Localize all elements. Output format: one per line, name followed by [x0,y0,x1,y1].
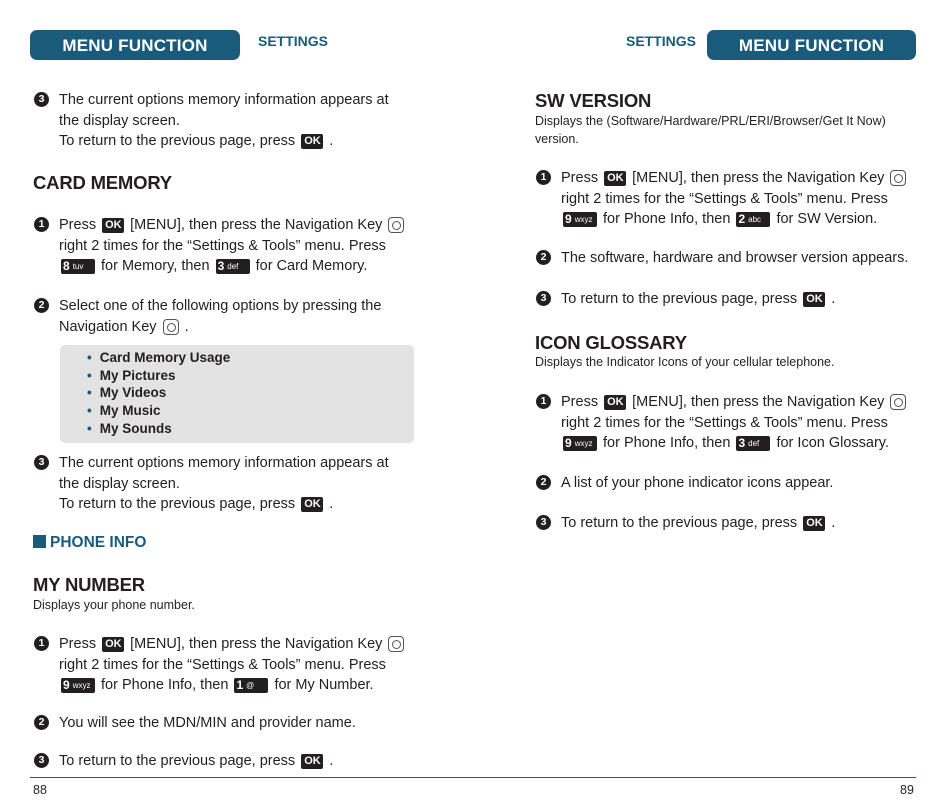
card-memory-heading: CARD MEMORY [33,172,172,193]
card-memory-step-3: 3 The current options memory information appears at the display screen. To return to the previous page, press OK . [59,453,389,515]
my-number-heading: MY NUMBER [33,574,145,595]
page-number: 88 [33,783,47,797]
option-item: • My Pictures [87,367,414,385]
ok-key-icon: OK [102,218,124,233]
my-number-step-2: 2 You will see the MDN/MIN and provider name. [59,713,356,734]
menu-function-tab: MENU FUNCTION [30,30,240,60]
option-item: • My Music [87,402,414,420]
ok-key-icon: OK [301,134,323,149]
ok-key-icon: OK [803,292,825,307]
option-item: • My Videos [87,384,414,402]
sw-version-desc: Displays the (Software/Hardware/PRL/ERI/Browser/Get It Now) version. [535,114,886,146]
sw-version-step-1: 1 Press OK [MENU], then press the Navigation Key right 2 times for the “Settings & Tools” menu. Press 9 $^{wxyz}$ for Phone Info, then 2 $^{abc}$ for SW Version. [561,168,908,230]
card-memory-step-2: 2 Select one of the following options by pressing the Navigation Key . [59,296,381,337]
navigation-key-icon [890,394,906,410]
sw-version-step-2: 2 The software, hardware and browser version appears. [561,248,908,269]
icon-glossary-desc: Displays the Indicator Icons of your cellular telephone. [535,355,835,369]
key-9-icon: 9 $^{wxyz}$ [563,436,597,451]
right-page [475,0,950,812]
key-3-icon: 3 $^{def}$ [736,436,770,451]
options-box [60,345,414,443]
step-number: 3 [34,92,49,107]
navigation-key-icon [890,170,906,186]
key-3-icon: 3 $^{def}$ [216,259,250,274]
sw-version-step-3: 3 To return to the previous page, press OK . [561,289,835,310]
section-label: SETTINGS [626,33,697,49]
phone-info-heading: PHONE INFO [33,534,146,552]
key-8-icon: 8 $^{tuv}$ [61,259,95,274]
icon-glossary-heading: ICON GLOSSARY [535,332,687,353]
square-bullet-icon [33,535,46,548]
page-number: 89 [900,783,914,797]
ok-key-icon: OK [301,497,323,512]
my-number-desc: Displays your phone number. [33,598,195,612]
icon-glossary-step-2: 2 A list of your phone indicator icons appear. [561,473,833,494]
section-label: SETTINGS [258,33,329,49]
my-number-step-3: 3 To return to the previous page, press OK . [59,751,333,772]
key-9-icon: 9 $^{wxyz}$ [563,212,597,227]
ok-key-icon: OK [604,395,626,410]
icon-glossary-step-1: 1 Press OK [MENU], then press the Navigation Key right 2 times for the “Settings & Tools” menu. Press 9 $^{wxyz}$ for Phone Info, then 3 $^{def}$ for Icon Glossary. [561,392,908,454]
key-1-icon: 1 @ [234,678,268,693]
ok-key-icon: OK [301,754,323,769]
icon-glossary-step-3: 3 To return to the previous page, press OK . [561,513,835,534]
option-item: • Card Memory Usage [87,349,414,367]
navigation-key-icon [388,217,404,233]
card-memory-step-1: 1 Press OK [MENU], then press the Navigation Key right 2 times for the “Settings & Tools” menu. Press 8 $^{tuv}$ for Memory, then 3 $^{def}$ for Card Memory. [59,215,406,277]
key-9-icon: 9 $^{wxyz}$ [61,678,95,693]
option-item: • My Sounds [87,420,414,438]
ok-key-icon: OK [604,171,626,186]
footer-rule [30,777,916,778]
sw-version-heading: SW VERSION [535,90,652,111]
menu-function-tab: MENU FUNCTION [707,30,916,60]
navigation-key-icon [163,319,179,335]
navigation-key-icon [388,636,404,652]
ok-key-icon: OK [803,516,825,531]
my-number-step-1: 1 Press OK [MENU], then press the Navigation Key right 2 times for the “Settings & Tools” menu. Press 9 $^{wxyz}$ for Phone Info, then 1 @ for My Number. [59,634,406,696]
key-2-icon: 2 $^{abc}$ [736,212,770,227]
step-3-top: 3 The current options memory information appears at the display screen. To return to the previous page, press OK . [59,90,389,152]
ok-key-icon: OK [102,637,124,652]
